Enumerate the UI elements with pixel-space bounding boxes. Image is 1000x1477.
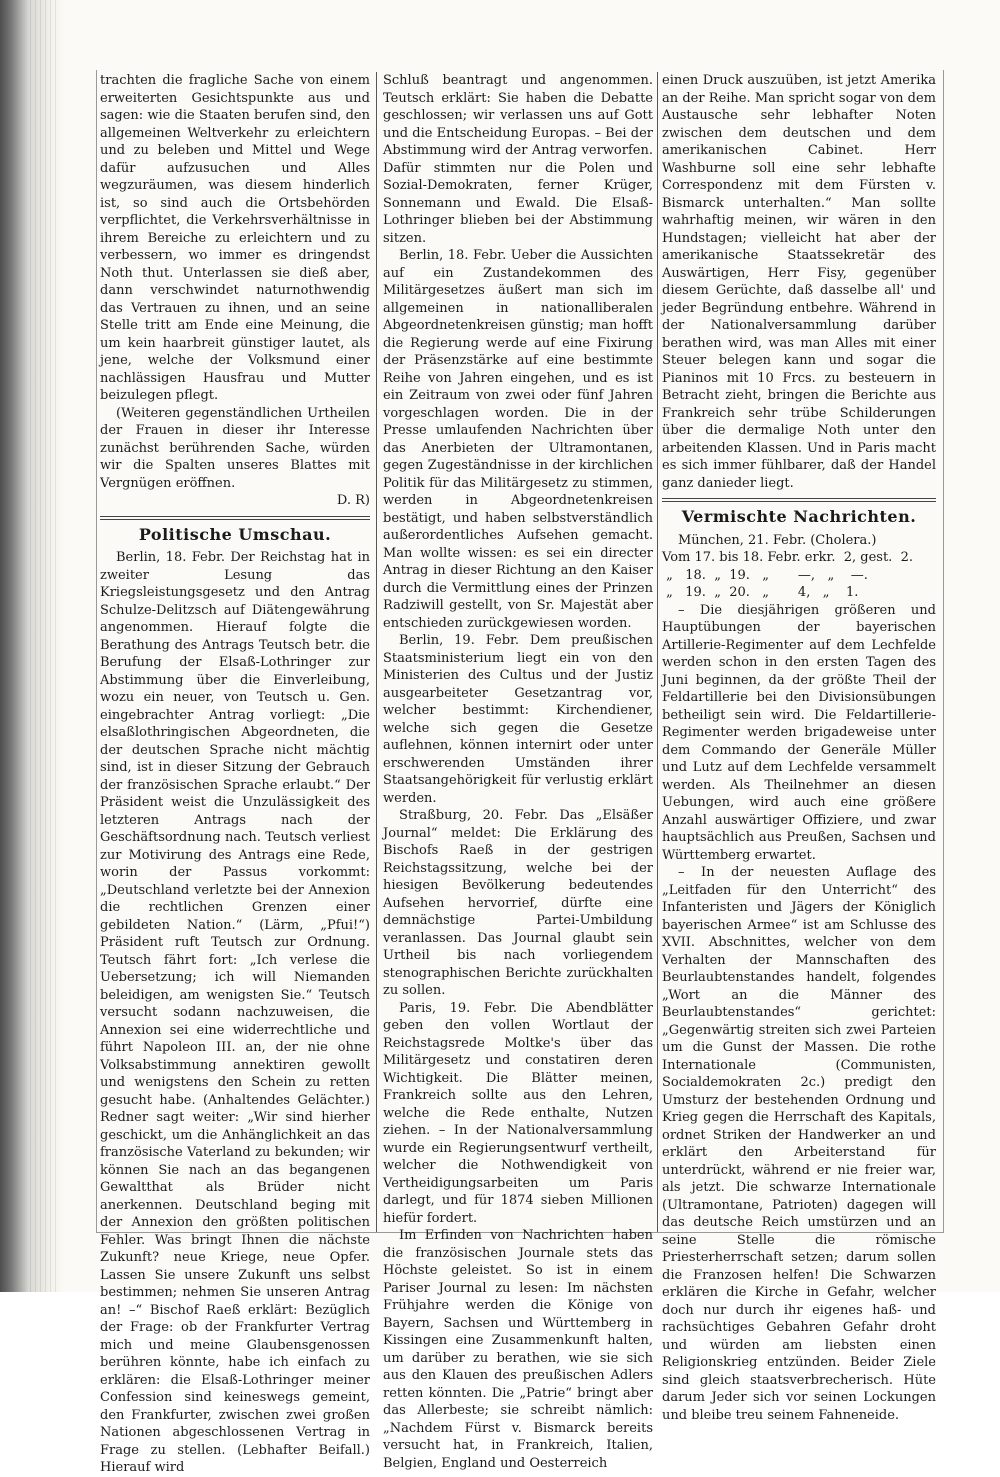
section-rule	[662, 498, 936, 502]
cholera-row: Vom 17. bis 18. Febr. erkr. 2, gest. 2.	[662, 550, 913, 565]
article-continuation: trachten die fragliche Sache von einem erweiterten Gesichtspunkte aus und sagen: wie die Staaten berufen sind, den allgemeinen Weltverkehr zu erleichtern und zu beleben und Mittel und Wege dafür aufzusuchen und Alles wegzuräumen, was diesem hinderlich ist, so sind auch die Ortsbehörden verpflichtet, die Verkehrsverhältnisse in ihrem Bereiche zu erleichtern und zu verbessern, wo immer es dringendst Noth thut. Unterlassen sie dieß aber, dann verschwindet naturnothwendig das Vertrauen zu ihnen, und an seine Stelle tritt am Ende eine Meinung, die um kein haarbreit günstiger lautet, als jene, welche der Volksmund einer nachlässigen Hausfrau und Mutter beizulegen pflegt.	[100, 73, 370, 403]
article-paris: Paris, 19. Febr. Die Abendblätter geben den vollen Wortlaut der Reichstagsrede Moltke's über das Militärgesetz und constatiren deren Wichtigkeit. Die Blätter meinen, Frankreich sollte aus den Lehren, welche die Rede enthalte, Nutzen ziehen. – In der Nationalversammlung wurde ein Regierungsentwurf vertheilt, welcher die Nothwendigkeit von Vertheidigungsarbeiten um Paris darlegt, und für 1874 sieben Millionen hiefür fordert.	[383, 1000, 653, 1226]
article-america: einen Druck auszuüben, ist jetzt Amerika an der Reihe. Man spricht sogar von dem Austausche sehr lebhafter Noten zwischen dem deutschen und dem amerikanischen Cabinet. Herr Washburne soll eine sehr lebhafte Correspondenz mit dem Fürsten v. Bismarck unterhalten.“ Man sollte wahrhaftig meinen, wir wären in den Hundstagen; vielleicht hat aber der amerikanische Staatssekretär des Auswärtigen, Herr Fisy, gegenüber diesem Gerüchte, daß dasselbe all' und jeder Begründung entbehre. Während in der Nationalversammlung darüber berathen wird, was man Alles mit einer Steuer belegen kann und sogar die Pianinos mit 10 Frcs. zu besteuern in Betracht zieht, bringen die Berichte aus Frankreich sehr trübe Schilderungen über die dermalige Noth unter den arbeitenden Klassen. Und in Paris macht es sich immer fühlbarer, daß der Handel ganz danieder liegt.	[662, 73, 936, 491]
column-divider-1	[376, 72, 377, 1232]
article-strassburg: Straßburg, 20. Febr. Das „Elsäßer Journal“ meldet: Die Erklärung des Bischofs Raeß in der gestrigen Reichstagssitzung, welche bei der hiesigen Bevölkerung bedeutendes Aufsehen hervorrief, dürfte eine demnächstige Partei-Umbildung veranlassen. Das Journal glaubt sein Urtheil bis nach vorliegendem stenographischen Berichte zurückhalten zu sollen.	[383, 808, 653, 998]
column-3	[662, 72, 936, 1423]
article-french-journals: Im Erfinden von Nachrichten haben die französischen Journale stets das Höchste geleistet. So ist in einem Pariser Journal zu lesen: Im nächsten Frühjahre werden die Könige von Bayern, Sachsen und Württemberg in Kissingen eine Zusammenkunft halten, um darüber zu berathen, wie sie sich aus den Klauen des preußischen Adlers retten könnten. Die „Patrie“ bringt aber das Allerbeste; sie schreibt nämlich: „Nachdem Fürst v. Bismarck bereits versucht hat, in Frankreich, Italien, Belgien, England und Oesterreich	[383, 1228, 653, 1471]
cholera-heading: München, 21. Febr. (Cholera.)	[678, 532, 877, 548]
article-reichstag-end: Schluß beantragt und angenommen. Teutsch erklärt: Sie haben die Debatte geschlossen; wir verlassen uns auf Gott und die Entscheidung Europas. – Bei der Abstimmung wird der Antrag verworfen. Dafür stimmten nur die Polen und Sozial-Demokraten, ferner Krüger, Sonnemann und Ewald. Die Elsaß-Lothringer blieben bei der Abstimmung sitzen.	[383, 73, 653, 246]
article-berlin-19: Berlin, 19. Febr. Dem preußischen Staatsministerium liegt ein von den Ministerien des Cultus und der Justiz ausgearbeiteter Gesetzantrag vor, welcher bestimmt: Kirchendiener, welche sich gegen die Gesetze auflehnen, können internirt oder unter erschwerenden Umständen ihrer Staatsangehörigkeit für verlustig erklärt werden.	[383, 633, 653, 806]
section-heading-politics: Politische Umschau.	[138, 524, 332, 544]
article-artillery: – Die diesjährigen größeren und Hauptübungen der bayerischen Artillerie-Regimenter auf dem Lechfelde werden schon in den ersten Tagen des Juni beginnen, da der größte Theil der Feldartillerie bei den Divisionsübungen betheiligt sein wird. Die Feldartillerie-Regimenter werden brigadeweise unter dem Commando der Generäle Müller und Lutz auf dem Lechfelde versammelt werden. Als Theilnehmer an diesen Uebungen, wird auch eine größere Anzahl auswärtiger Offiziere, und zwar hauptsächlich aus Preußen, Sachsen und Württemberg erwartet.	[662, 602, 936, 863]
column-2	[383, 72, 653, 1471]
column-divider-2	[657, 72, 658, 1232]
article-berlin-18: Berlin, 18. Febr. Ueber die Aussichten auf ein Zustandekommen des Militärgesetzes äußert man sich im allgemeinen in nationalliberalen Abgeordnetenkreisen günstig; man hofft die Regierung werde auf eine Fixirung der Präsenzstärke auf eine bestimmte Reihe von Jahren eingehen, und es ist ein Zeitraum von zwei oder fünf Jahren vorgeschlagen worden. Die in der Presse umlaufenden Nachrichten über das Anerbieten der Ultramontanen, gegen Zugeständnisse in der kirchlichen Politik für das Militärgesetz zu stimmen, werden in Abgeordnetenkreisen bestätigt, und haben selbstverständlich außerordentliches Aufsehen gemacht. Man wollte wissen: es sei ein directer Antrag in dieser Richtung an den Kaiser durch die Vermittlung eines der Prinzen Radziwill gestellt, von Sr. Majestät aber entschieden zurückgewiesen worden.	[383, 248, 653, 631]
article-reichstag: Berlin, 18. Febr. Der Reichstag hat in zweiter Lesung das Kriegsleistungsgesetz und den Antrag Schulze-Delitzsch auf Diätengewährung angenommen. Hierauf folgte die Berathung des Antrags Teutsch betr. die Berufung der Elsaß-Lothringer zur Abstimmung über die Einverleibung, wozu ein neuer, von Teutsch u. Gen. eingebrachter Antrag vorliegt: „Die elsaßlothringischen Abgeordneten, die der deutschen Sprache nicht mächtig sind, ist in dieser Sitzung der Gebrauch der französischen Sprache erlaubt.“ Der Präsident weist die Unzulässigkeit des letzteren Antrags nach der Geschäftsordnung nach. Teutsch verliest zur Motivirung des Antrags eine Rede, worin der Passus vorkommt: „Deutschland verletzte bei der Annexion die rechtlichen Grenzen einer gebildeten Nation.“ (Lärm, „Pfui!“) Präsident ruft Teutsch zur Ordnung. Teutsch fährt fort: „Ich verlese die Uebersetzung; ich will Niemanden beleidigen, am wenigsten Sie.“ Teutsch versucht sodann nachzuweisen, die Annexion sei eine widerrechtliche und führt Napoleon III. an, der nie ohne Volksabstimmung annektiren gewollt und wenigstens den Schein zu retten gesucht habe. (Anhaltendes Gelächter.) Redner sagt weiter: „Wir sind hierher geschickt, um die Anhänglichkeit an das französische Vaterland zu bekunden; wir können Sie nach an das begangenen Gewaltthat als Brüder nicht anerkennen. Deutschland beging mit der Annexion den größten politischen Fehler. Was bringt Ihnen die nächste Zukunft? neue Kriege, neue Opfer. Lassen Sie unsere Zukunft uns selbst bestimmen; nehmen Sie unseren Antrag an! –“ Bischof Raeß erklärt: Bezüglich der Frage: ob der Frankfurter Vertrag mich und meine Glaubensgenossen berühren könnte, habe ich einfach zu erklären: die Elsaß-Lothringer meiner Confession sind keineswegs gemeint, den Frankfurter, zwischen zwei großen Nationen abgeschlossenen Vertrag in Frage zu stellen. (Lebhafter Beifall.) Hierauf wird	[100, 550, 370, 1475]
editorial-signature: D. R)	[336, 493, 370, 508]
frame-border-left	[96, 70, 97, 1232]
frame-border-right	[943, 70, 944, 1232]
article-leitfaden: – In der neuesten Auflage des „Leitfaden für den Unterricht“ des Infanteristen und Jägers der Königlich bayerischen Armee“ ist am Schlusse des XVII. Abschnittes, welcher von dem Verhalten der Mannschaften des Beurlaubtenstandes handelt, folgendes „Wort an die Männer des Beurlaubtenstandes“ gerichtet: „Gegenwärtig streiten sich zwei Parteien um die Gunst der Massen. Die rothe Internationale (Communisten, Socialdemokraten 2c.) predigt den Umsturz der bestehenden Ordnung und Krieg gegen die Herrschaft des Kapitals, ordnet Striken der Handwerker an und erklärt den Arbeiterstand für unterdrückt, während er nie freier war, als jetzt. Die schwarze Internationale (Ultramontane, Patrioten) dagegen will das deutsche Reich umstürzen und an seine Stelle die römische Priesterherrschaft setzen; darum sollen die Franzosen helfen! Die Schwarzen erklären die Kirche in Gefahr, welcher doch nur durch ihr eigenes haß- und rachsüchtiges Gebahren Gefahr droht und würden am liebsten einen Religionskrieg entzünden. Beider Ziele sind gleich staatsverbrecherisch. Hüte darum Jeder sich vor seinen Lockungen und bleibe treu seinem Fahneneide.	[662, 865, 936, 1423]
section-rule	[100, 516, 370, 520]
cholera-row: „ 19. „ 20. „ 4, „ 1.	[662, 585, 859, 600]
book-spine	[0, 0, 64, 1292]
column-1	[100, 72, 370, 1475]
page-edges	[30, 0, 60, 1292]
editorial-note: (Weiteren gegenständlichen Urtheilen der Frauen in dieser ihr Interesse zunächst berührenden Sache, würden wir die Spalten unseres Blattes mit Vergnügen eröffnen.	[100, 405, 370, 491]
section-heading-misc-news: Vermischte Nachrichten.	[681, 507, 917, 526]
cholera-row: „ 18. „ 19. „ —, „ —.	[662, 567, 868, 583]
